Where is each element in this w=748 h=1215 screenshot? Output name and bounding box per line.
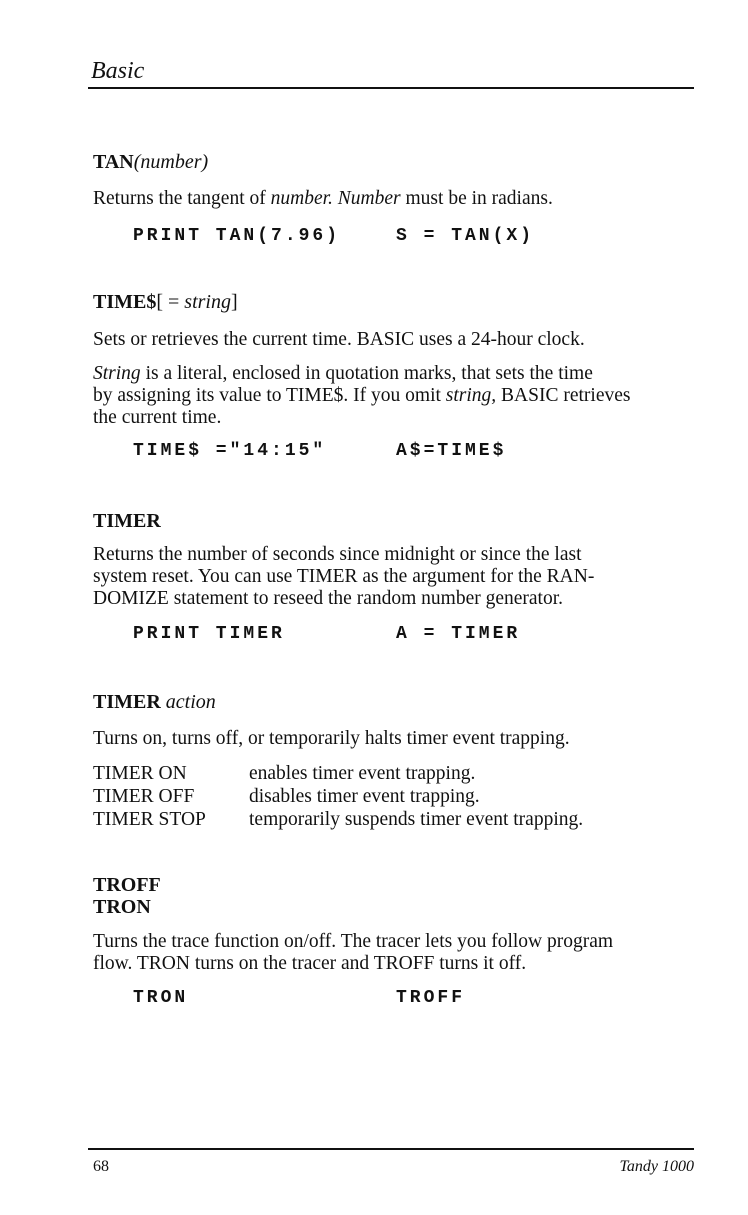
trace-description: Turns the trace function on/off. The tracer lets you follow program flow. TRON turns on the tracer and TROFF turns it off.: [93, 931, 614, 974]
tan-param: (number): [133, 151, 209, 173]
timer-description: Returns the number of seconds since midnight or since the last system reset. You can use TIMER as the argument for the RAN- DOMIZE statement to reseed the random number generator.: [93, 544, 595, 609]
tan-description: Returns the tangent of number. Number must be in radians.: [93, 188, 553, 209]
page-number: 68: [93, 1158, 109, 1175]
timer-option-row: [93, 763, 475, 785]
timer-option-desc: enables timer event trapping.: [249, 763, 476, 784]
timer-option-row: [93, 786, 480, 808]
time-heading: TIME$[ = string]: [93, 291, 238, 313]
timer-option-name: TIMER STOP: [93, 809, 206, 830]
header-rule: [88, 87, 694, 89]
tan-example-1: PRINT TAN(7.96): [133, 226, 341, 246]
tron-heading: TRON: [93, 896, 151, 918]
timer-action-description: Turns on, turns off, or temporarily halts timer event trapping.: [93, 728, 570, 749]
tan-example-2: S = TAN(X): [396, 226, 535, 246]
timer-heading: TIMER: [93, 510, 161, 532]
time-description-2: String is a literal, enclosed in quotation marks, that sets the time by assigning its value to TIME$. If you omit string, BASIC retrieves the current time.: [93, 363, 631, 428]
timer-option-name: TIMER ON: [93, 763, 187, 784]
timer-option-name: TIMER OFF: [93, 786, 195, 807]
time-param: string: [184, 291, 231, 313]
trace-example-2: TROFF: [396, 988, 466, 1008]
running-header: Basic: [91, 58, 145, 84]
troff-heading: TROFF: [93, 874, 161, 896]
timer-example-1: PRINT TIMER: [133, 624, 285, 644]
timer-option-desc: disables timer event trapping.: [249, 786, 480, 807]
tan-keyword: TAN: [93, 151, 134, 173]
time-example-2: A$=TIME$: [396, 441, 507, 461]
timer-action-param: action: [165, 691, 216, 713]
trace-example-1: TRON: [133, 988, 189, 1008]
time-example-1: TIME$ ="14:15": [133, 441, 327, 461]
time-keyword: TIME$: [93, 291, 157, 313]
time-description-1: Sets or retrieves the current time. BASIC uses a 24-hour clock.: [93, 329, 585, 350]
book-title: Tandy 1000: [619, 1158, 694, 1175]
timer-example-2: A = TIMER: [396, 624, 521, 644]
footer-rule: [88, 1148, 694, 1150]
timer-action-heading: [93, 690, 216, 714]
timer-action-keyword: TIMER: [93, 691, 161, 713]
timer-option-desc: temporarily suspends timer event trapping.: [249, 809, 584, 830]
tan-heading: [93, 150, 208, 174]
timer-option-row: [93, 809, 583, 831]
